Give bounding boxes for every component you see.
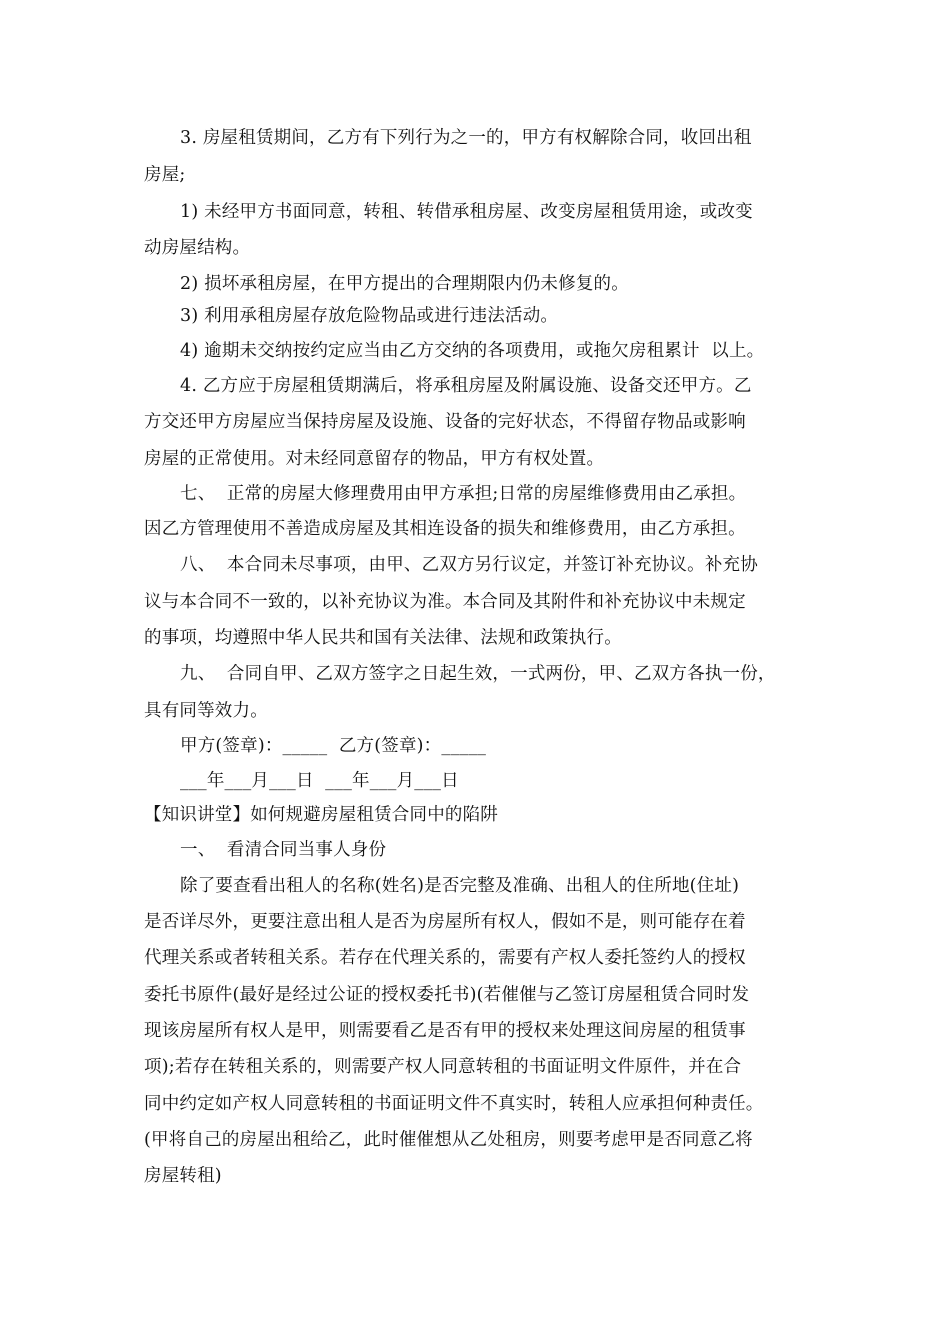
- paragraph-line: 九、 合同自甲、乙双方签字之日起生效，一式两份，甲、乙双方各执一份，: [180, 664, 776, 684]
- paragraph-line: 4. 乙方应于房屋租赁期满后，将承租房屋及附属设施、设备交还甲方。乙: [180, 376, 752, 396]
- paragraph-line: 七、 正常的房屋大修理费用由甲方承担;日常的房屋维修费用由乙承担。: [180, 484, 747, 504]
- paragraph-line: 项);若存在转租关系的，则需要产权人同意转租的书面证明文件原件，并在合: [144, 1057, 742, 1077]
- paragraph-line: 方交还甲方房屋应当保持房屋及设施、设备的完好状态，不得留存物品或影响: [144, 412, 746, 432]
- paragraph-line: 代理关系或者转租关系。若存在代理关系的，需要有产权人委托签约人的授权: [144, 948, 746, 968]
- paragraph-line: 4) 逾期未交纳按约定应当由乙方交纳的各项费用，或拖欠房租累计 以上。: [180, 341, 765, 361]
- section-heading: 【知识讲堂】如何规避房屋租赁合同中的陷阱: [144, 805, 498, 825]
- paragraph-line: 是否详尽外，更要注意出租人是否为房屋所有权人，假如不是，则可能存在着: [144, 912, 746, 932]
- paragraph-line: 具有同等效力。: [144, 701, 268, 721]
- paragraph-line: 房屋转租): [144, 1166, 222, 1186]
- paragraph-line: 房屋;: [144, 165, 186, 185]
- date-line: ___年___月___日 ___年___月___日: [180, 771, 459, 791]
- paragraph-line: 3. 房屋租赁期间，乙方有下列行为之一的，甲方有权解除合同，收回出租: [180, 128, 752, 148]
- paragraph-line: 同中约定如产权人同意转租的书面证明文件不真实时，转租人应承担何种责任。: [144, 1094, 764, 1114]
- paragraph-line: 议与本合同不一致的，以补充协议为准。本合同及其附件和补充协议中未规定: [144, 592, 746, 612]
- paragraph-line: 因乙方管理使用不善造成房屋及其相连设备的损失和维修费用，由乙方承担。: [144, 519, 746, 539]
- paragraph-line: 3) 利用承租房屋存放危险物品或进行违法活动。: [180, 306, 559, 326]
- paragraph-line: 除了要查看出租人的名称(姓名)是否完整及准确、出租人的住所地(住址): [180, 876, 740, 896]
- paragraph-line: 委托书原件(最好是经过公证的授权委托书)(若催催与乙签订房屋租赁合同时发: [144, 985, 750, 1005]
- paragraph-line: 动房屋结构。: [144, 238, 251, 258]
- paragraph-line: 现该房屋所有权人是甲，则需要看乙是否有甲的授权来处理这间房屋的租赁事: [144, 1021, 746, 1041]
- paragraph-line: (甲将自己的房屋出租给乙，此时催催想从乙处租房，则要考虑甲是否同意乙将: [144, 1130, 753, 1150]
- paragraph-line: 1) 未经甲方书面同意，转租、转借承租房屋、改变房屋租赁用途，或改变: [180, 202, 753, 222]
- subheading: 一、 看清合同当事人身份: [180, 840, 387, 860]
- paragraph-line: 八、 本合同未尽事项，由甲、乙双方另行议定，并签订补充协议。补充协: [180, 555, 758, 575]
- paragraph-line: 房屋的正常使用。对未经同意留存的物品，甲方有权处置。: [144, 449, 605, 469]
- paragraph-line: 2) 损坏承租房屋，在甲方提出的合理期限内仍未修复的。: [180, 274, 629, 294]
- signature-line: 甲方(签章)：_____ 乙方(签章)：_____: [180, 736, 487, 756]
- paragraph-line: 的事项，均遵照中华人民共和国有关法律、法规和政策执行。: [144, 628, 622, 648]
